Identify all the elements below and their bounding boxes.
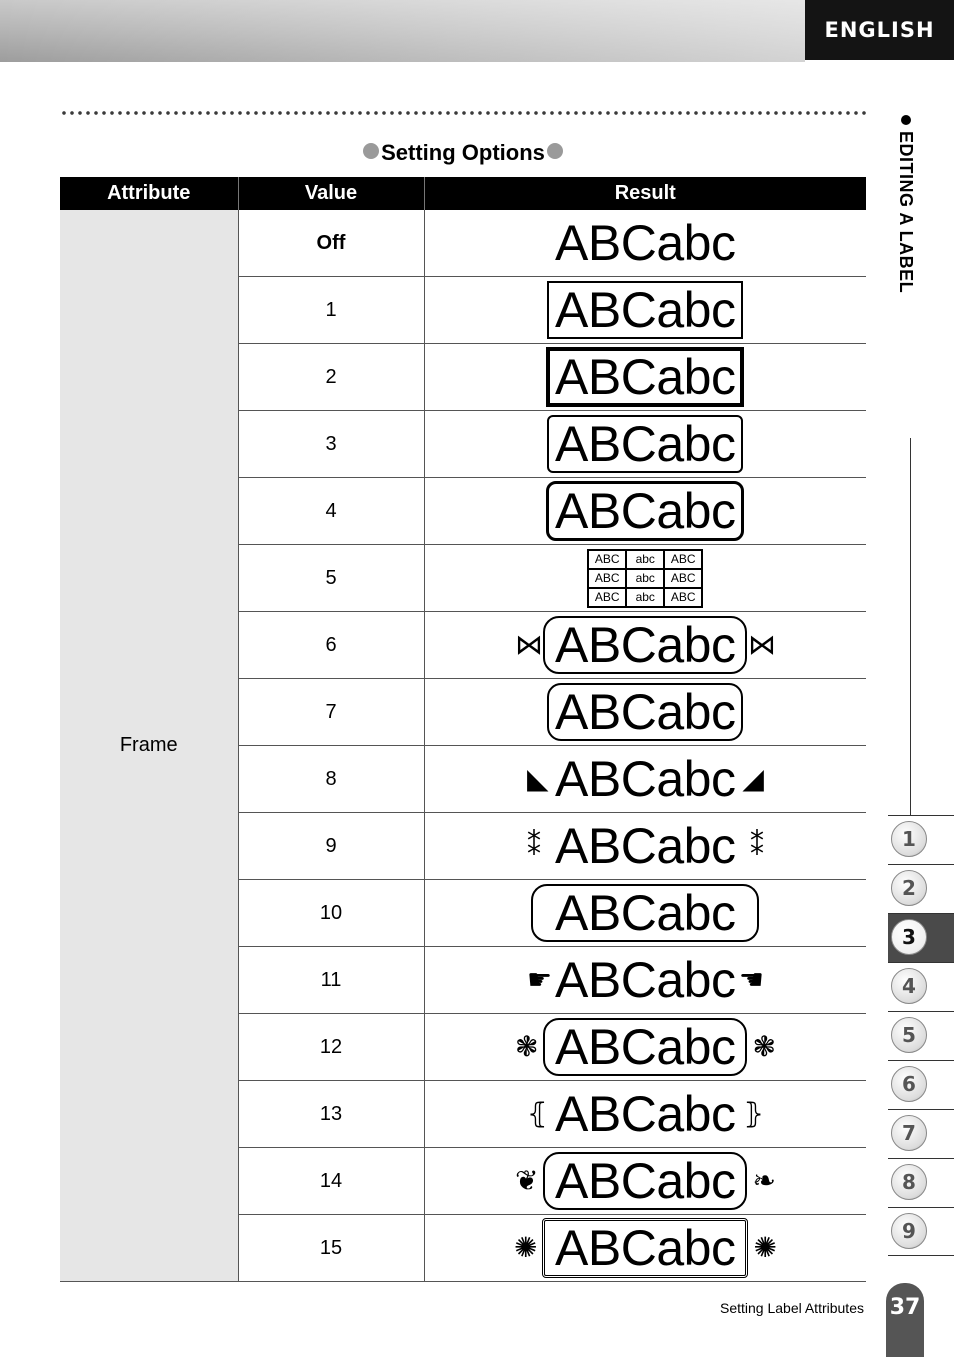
language-tab: ENGLISH [805, 0, 954, 60]
side-rule [910, 438, 911, 816]
chapter-tab-6[interactable] [888, 1060, 954, 1109]
header-attribute: Attribute [60, 177, 238, 210]
frame-sample-text: ABCabc [543, 616, 747, 674]
result-cell [424, 1014, 866, 1081]
chapter-tab-9[interactable] [888, 1207, 954, 1256]
chapter-tab-7[interactable] [888, 1109, 954, 1158]
frame-sample-13 [527, 1087, 763, 1141]
value-cell: 5 [238, 545, 424, 612]
attribute-cell: Frame [60, 210, 238, 1282]
grid-cell: ABC [588, 550, 626, 569]
chapter-tab-3[interactable] [888, 913, 954, 962]
value-cell: 8 [238, 746, 424, 813]
grid-cell: abc [626, 550, 664, 569]
value-cell: 12 [238, 1014, 424, 1081]
bow-icon: ⋈ [747, 629, 776, 660]
frame-sample-text: ABCabc [543, 1152, 747, 1210]
result-cell [424, 1215, 866, 1282]
frame-sample-text: ABCabc [543, 1018, 747, 1076]
side-section-title-text: EDITING A LABEL [896, 131, 916, 294]
frame-sample-6 [515, 616, 775, 674]
grid-cell: ABC [588, 569, 626, 588]
header-value: Value [238, 177, 424, 210]
result-cell [424, 1081, 866, 1148]
frame-sample-text: ABCabc [555, 751, 736, 807]
frame-sample-text: ABCabc [542, 1218, 748, 1278]
frame-sample-3: ABCabc [547, 415, 743, 473]
frame-sample-14 [515, 1152, 775, 1210]
frame-sample-4: ABCabc [546, 481, 744, 541]
chapter-number: 1 [891, 821, 927, 857]
value-cell: 2 [238, 344, 424, 411]
result-cell [424, 478, 866, 545]
frame-sample-off: ABCabc [555, 215, 736, 271]
result-cell [424, 344, 866, 411]
frame-sample-12 [515, 1018, 775, 1076]
bullet-icon [363, 143, 379, 159]
frame-sample-15 [514, 1218, 776, 1278]
frame-sample-text: ABCabc [555, 818, 736, 874]
hand-icon: ☚ [738, 964, 764, 995]
footer-section-name: Setting Label Attributes [720, 1300, 864, 1316]
frame-sample-7: ABCabc [547, 683, 743, 741]
value-cell: 14 [238, 1148, 424, 1215]
rosette-icon: ✺ [514, 1232, 537, 1263]
result-cell [424, 746, 866, 813]
value-cell: Off [238, 210, 424, 277]
result-cell [424, 880, 866, 947]
value-cell: 9 [238, 813, 424, 880]
value-cell: 6 [238, 612, 424, 679]
scroll-icon: ⁑ [749, 830, 764, 861]
result-cell [424, 1148, 866, 1215]
chapter-tab-8[interactable] [888, 1158, 954, 1207]
result-cell [424, 679, 866, 746]
flower-icon: ❃ [752, 1031, 776, 1062]
result-cell [424, 277, 866, 344]
result-cell [424, 210, 866, 277]
chapter-number: 4 [891, 968, 927, 1004]
frame-sample-text: ABCabc [555, 952, 736, 1008]
bullet-icon [901, 115, 911, 125]
grid-cell: ABC [588, 588, 626, 607]
section-title [60, 140, 866, 166]
frame-sample-1: ABCabc [547, 281, 743, 339]
frame-sample-11 [527, 953, 763, 1007]
chapter-number: 8 [891, 1164, 927, 1200]
frame-sample-8 [527, 752, 763, 806]
result-cell [424, 813, 866, 880]
grid-cell: ABC [664, 588, 702, 607]
chapter-tab-5[interactable] [888, 1011, 954, 1060]
page-number: 37 [886, 1283, 924, 1357]
bracket-icon: ⦄ [743, 1098, 764, 1129]
grid-cell: abc [626, 588, 664, 607]
side-section-title [892, 115, 916, 293]
bow-icon: ⋈ [515, 629, 543, 660]
chapter-number: 2 [891, 870, 927, 906]
header-banner [0, 0, 805, 62]
value-cell: 11 [238, 947, 424, 1014]
frame-sample-2: ABCabc [546, 347, 744, 407]
hand-icon: ☛ [527, 964, 552, 995]
value-cell: 13 [238, 1081, 424, 1148]
value-cell: 3 [238, 411, 424, 478]
bracket-icon: ⦃ [527, 1098, 548, 1129]
bullet-icon [547, 143, 563, 159]
frame-sample-text: ABCabc [555, 1086, 736, 1142]
value-cell: 1 [238, 277, 424, 344]
setting-options-table [60, 177, 866, 1282]
rosette-icon: ✺ [753, 1232, 777, 1263]
value-cell: 15 [238, 1215, 424, 1282]
flower-icon: ❃ [515, 1031, 538, 1062]
result-cell [424, 612, 866, 679]
chapter-number: 7 [891, 1115, 927, 1151]
chapter-number: 5 [891, 1017, 927, 1053]
section-title-text: Setting Options [381, 140, 545, 165]
ribbon-icon: ◢ [742, 763, 764, 794]
scroll-icon: ⁑ [527, 830, 541, 861]
chapter-tab-1[interactable] [888, 815, 954, 864]
value-cell: 7 [238, 679, 424, 746]
table-header-row [60, 177, 866, 210]
result-cell [424, 947, 866, 1014]
chapter-tab-2[interactable] [888, 864, 954, 913]
chapter-number: 6 [891, 1066, 927, 1102]
result-cell [424, 545, 866, 612]
grid-cell: abc [626, 569, 664, 588]
table-row [60, 210, 866, 277]
frame-sample-9 [527, 819, 763, 873]
ornament-icon: ❦ [515, 1165, 538, 1196]
dotted-divider [60, 110, 866, 116]
header-result: Result [424, 177, 866, 210]
frame-sample-5-grid [587, 549, 703, 608]
chapter-number: 3 [891, 919, 927, 955]
frame-sample-10: ABCabc [531, 884, 759, 942]
ribbon-icon: ◣ [527, 763, 549, 794]
value-cell: 4 [238, 478, 424, 545]
ornament-icon: ❧ [752, 1165, 776, 1196]
result-cell [424, 411, 866, 478]
grid-cell: ABC [664, 569, 702, 588]
grid-cell: ABC [664, 550, 702, 569]
chapter-number: 9 [891, 1213, 927, 1249]
chapter-tab-4[interactable] [888, 962, 954, 1011]
value-cell: 10 [238, 880, 424, 947]
chapter-tabs [888, 815, 954, 1256]
